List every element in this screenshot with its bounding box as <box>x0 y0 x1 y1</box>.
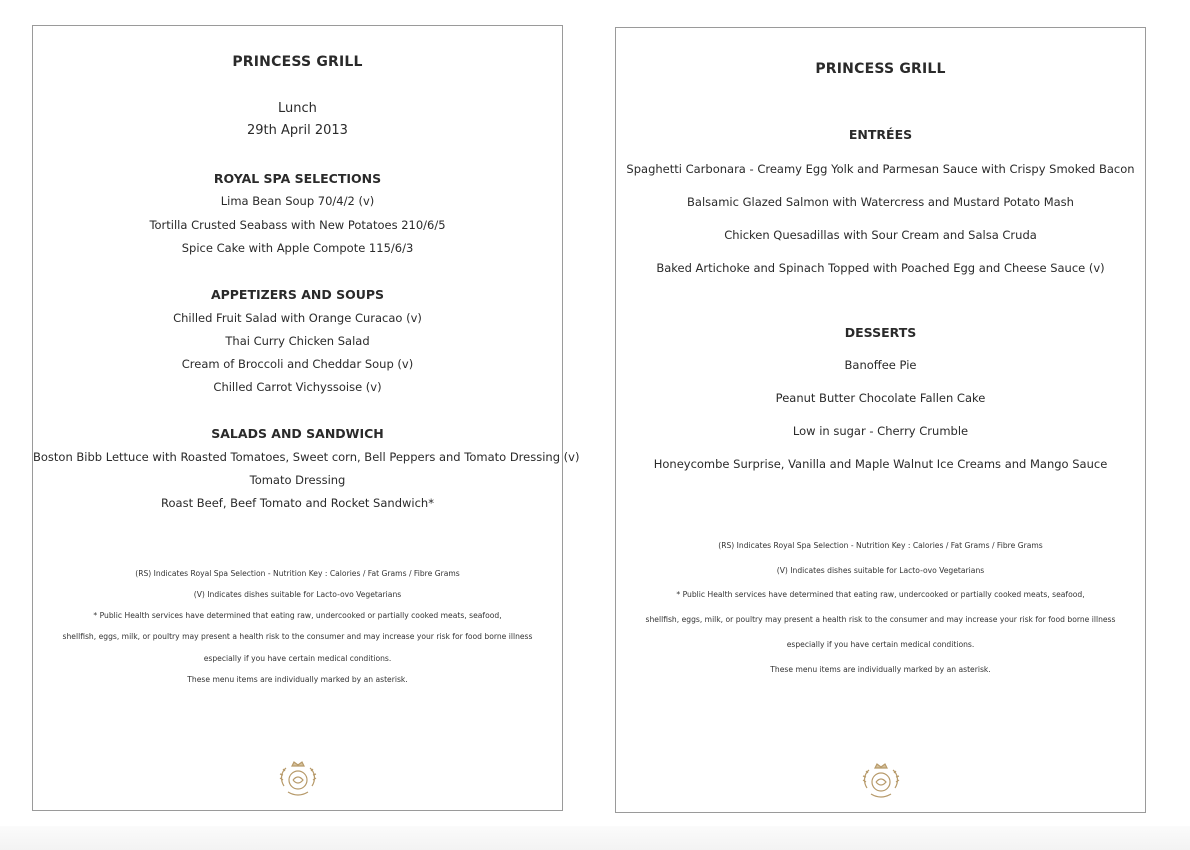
section-heading-entrees: ENTRÉES <box>848 127 913 142</box>
menu-item: Balsamic Glazed Salmon with Watercress and Mustard Potato Mash <box>687 195 1074 209</box>
menu-item: Banoffee Pie <box>844 358 917 372</box>
health-warning-note: * Public Health services have determined that eating raw, undercooked or partially cooked meats, seafood, <box>93 611 502 620</box>
health-warning-note: * Public Health services have determined that eating raw, undercooked or partially cooked meats, seafood, <box>676 590 1085 599</box>
meal-label: Lunch <box>278 101 317 116</box>
health-warning-note: shellfish, eggs, milk, or poultry may present a health risk to the consumer and may increase your risk for food borne illness <box>645 615 1116 624</box>
menu-item: Spaghetti Carbonara - Creamy Egg Yolk and Parmesan Sauce with Crispy Smoked Bacon <box>626 162 1135 176</box>
vegetarian-note: (V) Indicates dishes suitable for Lacto-ovo Vegetarians <box>776 566 985 575</box>
menu-item: Low in sugar - Cherry Crumble <box>792 424 969 438</box>
health-warning-note: especially if you have certain medical conditions. <box>203 654 392 663</box>
section-heading-appetizers: APPETIZERS AND SOUPS <box>210 287 385 302</box>
menu-item: Baked Artichoke and Spinach Topped with Poached Egg and Cheese Sauce (v) <box>656 261 1105 275</box>
menu-item: Peanut Butter Chocolate Fallen Cake <box>775 391 986 405</box>
nutrition-key-note: (RS) Indicates Royal Spa Selection - Nutrition Key : Calories / Fat Grams / Fibre Grams <box>718 541 1043 550</box>
menu-item: Chicken Quesadillas with Sour Cream and Salsa Cruda <box>724 228 1037 242</box>
menu-page-entrees-desserts <box>615 27 1146 813</box>
menu-item: Boston Bibb Lettuce with Roasted Tomatoes, Sweet corn, Bell Peppers and Tomato Dressing (v) <box>33 450 580 464</box>
asterisk-note: These menu items are individually marked by an asterisk. <box>770 665 991 674</box>
health-warning-note: shellfish, eggs, milk, or poultry may present a health risk to the consumer and may increase your risk for food borne illness <box>62 632 533 641</box>
cunard-lion-crest-icon <box>276 756 320 800</box>
vegetarian-note: (V) Indicates dishes suitable for Lacto-ovo Vegetarians <box>193 590 402 599</box>
menu-page-lunch <box>32 25 580 811</box>
page-title: PRINCESS GRILL <box>815 61 946 77</box>
menu-item: Roast Beef, Beef Tomato and Rocket Sandwich* <box>161 496 434 510</box>
menu-item: Chilled Carrot Vichyssoise (v) <box>213 380 382 394</box>
menu-item: Cream of Broccoli and Cheddar Soup (v) <box>181 357 414 371</box>
asterisk-note: These menu items are individually marked by an asterisk. <box>187 675 408 684</box>
section-heading-salads: SALADS AND SANDWICH <box>211 426 384 441</box>
section-heading-desserts: DESSERTS <box>844 325 917 340</box>
cunard-lion-crest-icon <box>859 758 903 802</box>
menu-item: Tortilla Crusted Seabass with New Potatoes 210/6/5 <box>149 218 446 232</box>
nutrition-key-note: (RS) Indicates Royal Spa Selection - Nutrition Key : Calories / Fat Grams / Fibre Grams <box>135 569 460 578</box>
scan-background <box>0 826 1190 850</box>
health-warning-note: especially if you have certain medical conditions. <box>786 640 975 649</box>
menu-item: Lima Bean Soup 70/4/2 (v) <box>220 194 375 208</box>
menu-item: Spice Cake with Apple Compote 115/6/3 <box>181 241 414 255</box>
section-heading-royal-spa: ROYAL SPA SELECTIONS <box>213 171 382 186</box>
menu-item: Honeycombe Surprise, Vanilla and Maple Walnut Ice Creams and Mango Sauce <box>653 457 1108 471</box>
menu-item: Tomato Dressing <box>249 473 346 487</box>
menu-date: 29th April 2013 <box>247 123 348 138</box>
page-title: PRINCESS GRILL <box>232 54 363 70</box>
menu-item: Chilled Fruit Salad with Orange Curacao (v) <box>173 311 422 325</box>
menu-item: Thai Curry Chicken Salad <box>225 334 370 348</box>
